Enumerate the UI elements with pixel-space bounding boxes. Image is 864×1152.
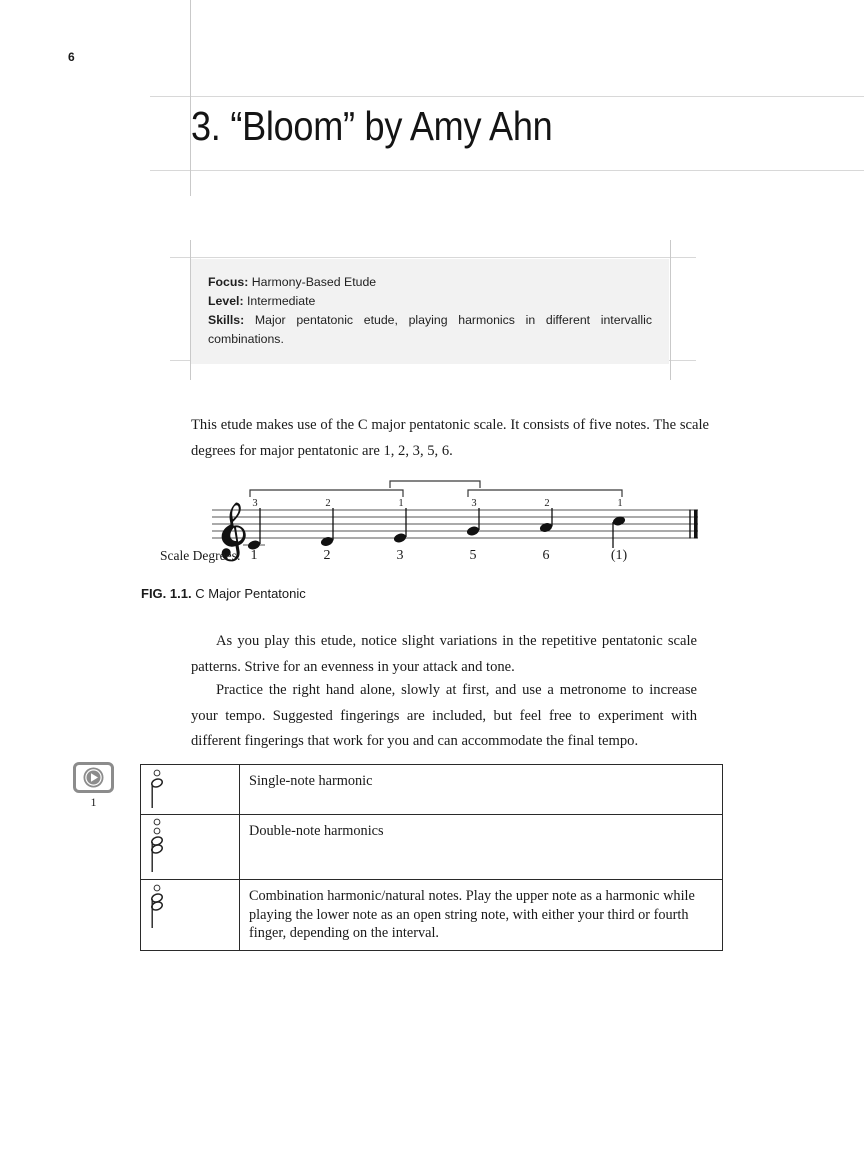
fingering-6: 1 xyxy=(617,498,623,509)
guide-line-top xyxy=(150,96,864,97)
note-group-1 xyxy=(243,508,265,551)
guide-line-box-top xyxy=(170,257,696,258)
lower-left-bracket xyxy=(250,490,403,497)
guide-line-left-margin xyxy=(190,0,191,196)
info-label-skills: Skills: xyxy=(208,313,245,327)
info-row-focus xyxy=(208,273,652,292)
harmonic-circle-lower xyxy=(154,828,160,834)
table-row xyxy=(141,880,723,951)
harmonic-circle-upper xyxy=(154,819,160,825)
play-circle-icon xyxy=(82,766,105,789)
info-row-skills xyxy=(208,311,652,349)
track-number: 1 xyxy=(90,795,97,809)
notehead-3 xyxy=(393,532,407,544)
lower-right-bracket xyxy=(468,490,622,497)
note-group-5 xyxy=(539,508,553,533)
paragraph-intro: This etude makes use of the C major pentatonic scale. It consists of five notes. The scale degrees for major pentatonic are 1, 2, 3, 5, 6. xyxy=(191,417,709,459)
figure-caption-number: FIG. 1.1. xyxy=(141,586,192,601)
scale-degree-4: 5 xyxy=(469,548,477,563)
play-button[interactable] xyxy=(73,762,114,793)
figure-caption xyxy=(141,586,306,601)
info-value-level: Intermediate xyxy=(246,294,316,308)
guide-line-box-right xyxy=(670,240,671,380)
notehead-5 xyxy=(539,522,553,534)
info-label-focus: Focus: xyxy=(208,275,249,289)
fingering-4: 3 xyxy=(471,498,477,509)
info-value-skills: Major pentatonic etude, playing harmonics in different intervallic combinations. xyxy=(208,313,652,346)
description-cell-combination xyxy=(240,880,723,951)
table-row xyxy=(141,765,723,815)
fingering-3: 1 xyxy=(398,498,404,509)
info-box xyxy=(191,259,669,364)
notation-cell-combination xyxy=(141,880,240,951)
note-group-4 xyxy=(466,508,480,537)
harmonic-circle xyxy=(154,770,160,776)
harmonics-legend-table xyxy=(140,764,723,951)
page-title: 3. “Bloom” by Amy Ahn xyxy=(191,103,553,149)
scale-degree-3: 3 xyxy=(396,548,404,563)
scale-degrees-label: Scale Degrees: xyxy=(160,548,241,563)
notehead-2 xyxy=(320,536,334,548)
table-row xyxy=(141,815,723,880)
legend-description: Combination harmonic/natural notes. Play the upper note as a harmonic while playing the lower note as an open string note, with either your third or fourth finger, depending on the interval. xyxy=(249,888,695,941)
paragraph-1: As you play this etude, notice slight variations in the repetitive pentatonic scale patterns. Strive for an evenness in your attack and tone. xyxy=(191,633,697,675)
paragraph-2: Practice the right hand alone, slowly at first, and use a metronome to increase your tempo. Suggested fingerings are included, but feel free to experiment with different fingerings that work for you and can accommodate the final tempo. xyxy=(191,682,697,749)
fingering-1: 3 xyxy=(252,498,258,509)
scale-degree-2: 2 xyxy=(323,548,331,563)
staff-lines xyxy=(212,510,698,538)
scale-degree-6: (1) xyxy=(610,548,628,563)
page-number: 6 xyxy=(68,50,75,64)
music-figure xyxy=(160,480,720,575)
legend-description: Single-note harmonic xyxy=(249,773,373,789)
description-cell-double xyxy=(240,815,723,880)
upper-middle-bracket xyxy=(390,481,480,488)
note-group-3 xyxy=(393,508,407,544)
info-row-level xyxy=(208,292,652,311)
fingering-2: 2 xyxy=(325,498,331,509)
fingering-brackets xyxy=(250,481,622,497)
notation-cell-single xyxy=(141,765,240,815)
scale-degree-5: 6 xyxy=(542,548,550,563)
notehead-4 xyxy=(466,525,480,537)
info-label-level: Level: xyxy=(208,294,244,308)
figure-caption-text: C Major Pentatonic xyxy=(195,586,306,601)
audio-track-badge[interactable] xyxy=(73,762,114,810)
fingering-5: 2 xyxy=(544,498,550,509)
description-cell-single xyxy=(240,765,723,815)
notation-cell-double xyxy=(141,815,240,880)
combination-harmonic-natural-symbol xyxy=(141,880,239,935)
info-value-focus: Harmony-Based Etude xyxy=(251,275,377,289)
scale-degree-1: 1 xyxy=(250,548,258,563)
harmonic-circle xyxy=(154,885,160,891)
fingering-numbers xyxy=(252,498,622,509)
legend-description: Double-note harmonics xyxy=(249,823,384,839)
guide-line-title-bottom xyxy=(150,170,864,171)
single-note-harmonic-symbol xyxy=(141,765,239,814)
double-note-harmonic-symbol xyxy=(141,815,239,879)
note-group-2 xyxy=(320,508,334,547)
